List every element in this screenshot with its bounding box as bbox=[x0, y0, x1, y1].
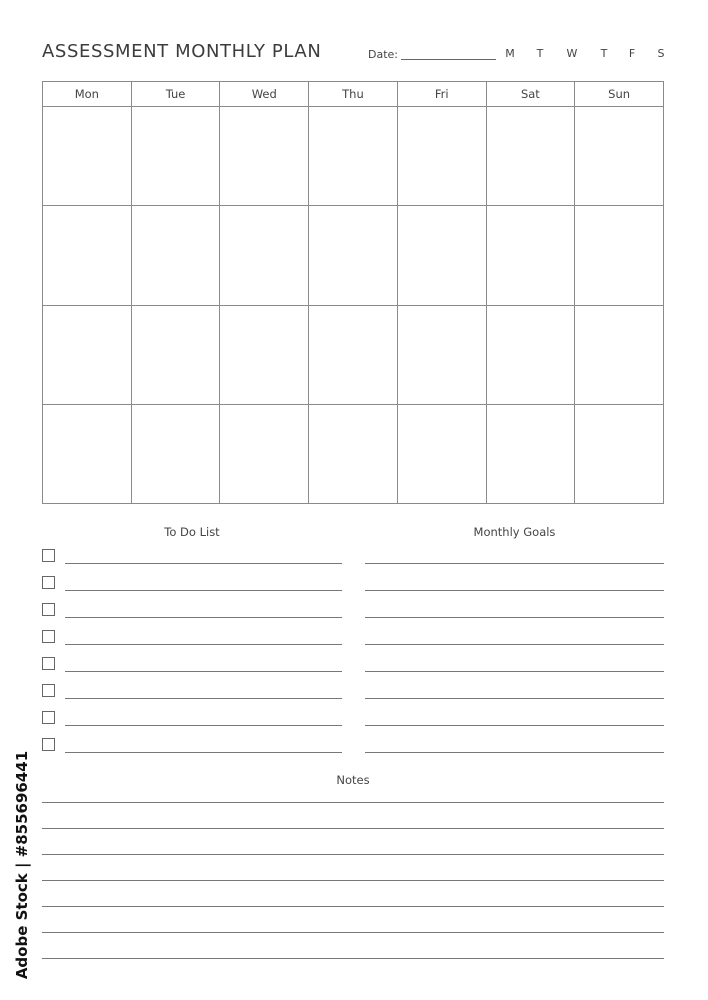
calendar-day-cell[interactable] bbox=[486, 305, 575, 404]
todo-checkbox[interactable] bbox=[42, 738, 55, 751]
weekday-letter-f[interactable]: F bbox=[628, 47, 636, 60]
calendar-day-cell[interactable] bbox=[575, 107, 664, 206]
calendar-day-cell[interactable] bbox=[131, 206, 220, 305]
weekday-letter-t2[interactable]: T bbox=[600, 47, 608, 60]
date-label: Date: bbox=[368, 48, 398, 61]
todo-item-line[interactable] bbox=[65, 752, 342, 753]
calendar-day-cell[interactable] bbox=[220, 404, 309, 503]
day-header-tue: Tue bbox=[131, 82, 220, 107]
todo-item-line[interactable] bbox=[65, 617, 342, 618]
goal-line[interactable] bbox=[365, 617, 664, 618]
calendar-day-cell[interactable] bbox=[43, 206, 132, 305]
todo-checkbox[interactable] bbox=[42, 657, 55, 670]
stock-watermark-text: Adobe Stock | #855696441 bbox=[13, 750, 31, 980]
notes-line[interactable] bbox=[42, 828, 664, 829]
calendar-day-cell[interactable] bbox=[131, 404, 220, 503]
notes-line[interactable] bbox=[42, 906, 664, 907]
calendar-day-cell[interactable] bbox=[309, 404, 398, 503]
goal-line[interactable] bbox=[365, 644, 664, 645]
weekday-selector bbox=[503, 47, 671, 63]
todo-checkbox[interactable] bbox=[42, 684, 55, 697]
calendar-day-cell[interactable] bbox=[486, 404, 575, 503]
calendar-week-row bbox=[43, 404, 664, 503]
todo-item-line[interactable] bbox=[65, 590, 342, 591]
todo-checkbox[interactable] bbox=[42, 630, 55, 643]
calendar-day-cell[interactable] bbox=[220, 107, 309, 206]
calendar-day-cell[interactable] bbox=[131, 305, 220, 404]
calendar-day-cell[interactable] bbox=[131, 107, 220, 206]
todo-item-line[interactable] bbox=[65, 698, 342, 699]
notes-line[interactable] bbox=[42, 932, 664, 933]
day-header-sun: Sun bbox=[575, 82, 664, 107]
calendar-day-cell[interactable] bbox=[575, 305, 664, 404]
todo-checkbox[interactable] bbox=[42, 576, 55, 589]
calendar-day-cell[interactable] bbox=[486, 107, 575, 206]
calendar-day-cell[interactable] bbox=[397, 206, 486, 305]
calendar-week-row bbox=[43, 107, 664, 206]
calendar-day-cell[interactable] bbox=[397, 107, 486, 206]
calendar-day-cell[interactable] bbox=[220, 206, 309, 305]
goal-line[interactable] bbox=[365, 725, 664, 726]
page-title: ASSESSMENT MONTHLY PLAN bbox=[42, 41, 322, 62]
notes-line[interactable] bbox=[42, 880, 664, 881]
calendar-day-cell[interactable] bbox=[309, 206, 398, 305]
day-header-wed: Wed bbox=[220, 82, 309, 107]
weekday-letter-m[interactable]: M bbox=[505, 47, 515, 60]
weekday-letter-s[interactable]: S bbox=[657, 47, 665, 60]
todo-item-line[interactable] bbox=[65, 725, 342, 726]
stock-watermark-id bbox=[2, 750, 42, 980]
calendar-day-cell[interactable] bbox=[575, 404, 664, 503]
todo-checkbox[interactable] bbox=[42, 603, 55, 616]
calendar-week-row bbox=[43, 305, 664, 404]
goal-line[interactable] bbox=[365, 563, 664, 564]
goal-line[interactable] bbox=[365, 590, 664, 591]
notes-line[interactable] bbox=[42, 802, 664, 803]
goal-line[interactable] bbox=[365, 671, 664, 672]
notes-line[interactable] bbox=[42, 854, 664, 855]
monthly-calendar-grid bbox=[42, 81, 664, 504]
day-header-fri: Fri bbox=[397, 82, 486, 107]
notes-line[interactable] bbox=[42, 958, 664, 959]
goal-line[interactable] bbox=[365, 752, 664, 753]
calendar-day-cell[interactable] bbox=[43, 404, 132, 503]
todo-item-line[interactable] bbox=[65, 644, 342, 645]
calendar-day-cell[interactable] bbox=[309, 107, 398, 206]
goal-line[interactable] bbox=[365, 698, 664, 699]
notes-title: Notes bbox=[336, 773, 370, 787]
todo-list-title: To Do List bbox=[164, 525, 220, 539]
weekday-letter-w[interactable]: W bbox=[566, 47, 578, 60]
calendar-day-cell[interactable] bbox=[397, 404, 486, 503]
monthly-goals-title: Monthly Goals bbox=[473, 525, 556, 539]
date-field-line[interactable] bbox=[401, 59, 496, 60]
day-header-thu: Thu bbox=[309, 82, 398, 107]
calendar-header-row bbox=[43, 82, 664, 107]
todo-checkbox[interactable] bbox=[42, 711, 55, 724]
day-header-mon: Mon bbox=[43, 82, 132, 107]
calendar-day-cell[interactable] bbox=[309, 305, 398, 404]
todo-checkbox[interactable] bbox=[42, 549, 55, 562]
calendar-day-cell[interactable] bbox=[43, 305, 132, 404]
calendar-day-cell[interactable] bbox=[397, 305, 486, 404]
calendar-day-cell[interactable] bbox=[575, 206, 664, 305]
weekday-letter-t[interactable]: T bbox=[536, 47, 544, 60]
todo-item-line[interactable] bbox=[65, 563, 342, 564]
calendar-day-cell[interactable] bbox=[43, 107, 132, 206]
calendar-day-cell[interactable] bbox=[486, 206, 575, 305]
calendar-day-cell[interactable] bbox=[220, 305, 309, 404]
day-header-sat: Sat bbox=[486, 82, 575, 107]
todo-item-line[interactable] bbox=[65, 671, 342, 672]
calendar-week-row bbox=[43, 206, 664, 305]
